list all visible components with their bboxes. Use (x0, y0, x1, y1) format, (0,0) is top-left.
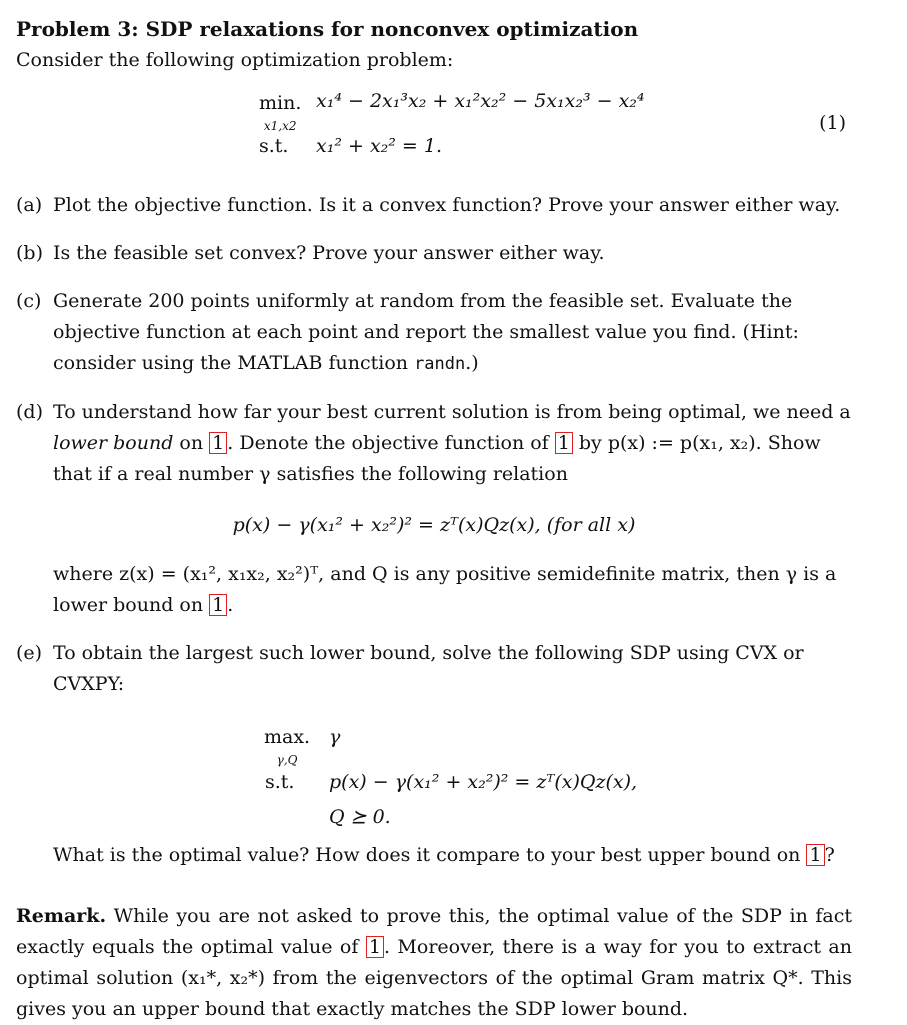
st-label: s.t. (259, 135, 289, 157)
equation-ref-link[interactable]: 1 (366, 936, 384, 958)
min-subscript: x1,x2 (263, 119, 297, 133)
equation-number: (1) (819, 112, 846, 134)
sdp-constraint-2: Q ⪰ 0. (329, 806, 391, 828)
equation-ref-link[interactable]: 1 (209, 594, 227, 616)
part-d: (d) To understand how far your best current solution is from being optimal, we need a lower bound on 1 . Denote the objective function of 1 by p(x) := p(x₁, x₂). Show that if a real number γ satisfies the following relation p(x) − γ(x₁² + x₂²)² = zᵀ(x)Qz(x), (for all x) where z(x) = (x₁², x₁x₂, x₂²)ᵀ, and Q is any positive semidefinite matrix, then γ is a lower bound on 1 . (16, 401, 851, 616)
intro-text: Consider the following optimization problem: (16, 49, 454, 71)
equation-ref-link[interactable]: 1 (555, 432, 573, 454)
part-a-text: Plot the objective function. Is it a convex function? Prove your answer either way. (53, 194, 841, 216)
max-operator: max. γ,Q (264, 726, 311, 767)
code-randn: randn (414, 354, 466, 374)
min-operator: min. x1,x2 (259, 92, 302, 133)
part-b-text: Is the feasible set convex? Prove your answer either way. (53, 242, 605, 264)
max-subscript: γ,Q (276, 753, 298, 767)
emphasis-lower-bound: lower bound (53, 432, 174, 454)
sos-equation: p(x) − γ(x₁² + x₂²)² = zᵀ(x)Qz(x), (for all x) (232, 514, 636, 536)
problem-title: Problem 3: SDP relaxations for nonconvex optimization (16, 17, 639, 41)
objective-function: x₁⁴ − 2x₁³x₂ + x₁²x₂² − 5x₁x₂³ − x₂⁴ (316, 90, 645, 112)
sdp-st-label: s.t. (265, 771, 295, 793)
sdp-objective: γ (329, 726, 341, 748)
problem-1-block (16, 86, 852, 172)
part-c: (c) Generate 200 points uniformly at random from the feasible set. Evaluate the objective function at each point and report the smallest value you find. (Hint: consider using the MATLAB function randn.) (16, 290, 799, 374)
constraint: x₁² + x₂² = 1. (316, 135, 443, 157)
equation-ref-link[interactable]: 1 (806, 844, 824, 866)
sdp-constraint-1: p(x) − γ(x₁² + x₂²)² = zᵀ(x)Qz(x), (329, 771, 638, 793)
remark-paragraph: Remark. While you are not asked to prove this, the optimal value of the SDP in fact exactly equals the optimal value of 1 . Moreover, there is a way for you to extract an optimal solution (x₁*, x₂*) from the eigenvectors of the optimal Gram matrix Q*. This gives you an upper bound that exactly matches the SDP lower bound. (16, 905, 852, 1020)
part-b: (b) Is the feasible set convex? Prove your answer either way. (16, 242, 605, 264)
part-e: (e) To obtain the largest such lower bound, solve the following SDP using CVX or CVXPY: max. γ,Q γ s.t. p(x) − γ(x₁² + x₂²)² = zᵀ(x)Qz(x), Q ⪰ 0. What is the optimal value? How does it compare to your best upper bound on 1 ? (16, 638, 852, 871)
equation-ref-link[interactable]: 1 (209, 432, 227, 454)
part-a: (a) Plot the objective function. Is it a convex function? Prove your answer either way. (16, 194, 841, 216)
problem-page (16, 12, 852, 1025)
sdp-block (53, 722, 852, 840)
remark-heading: Remark. (16, 905, 107, 927)
